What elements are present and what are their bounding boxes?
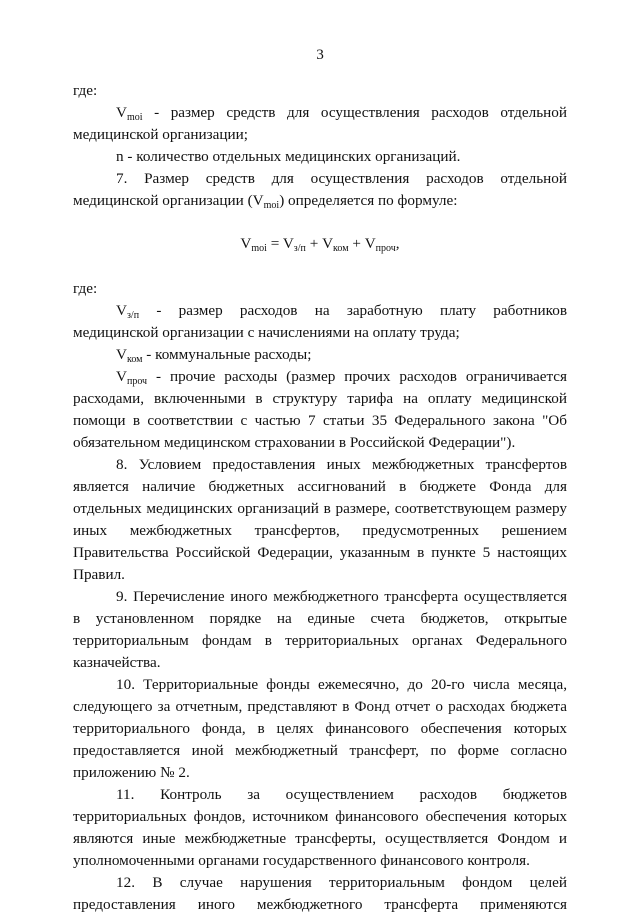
definition-v-proch: $V_{проч}$ - прочие расходы (размер прочих расходов ограничивается [116, 368, 567, 387]
paragraph-8: 8. Условием предоставления иных межбюджетных трансфертов является наличие бюджетных ассигнований в бюджете Фонда для отдельных медицинских организаций в размере, соответствующем размеру иных межбюджетных трансфертов, предусмотренных решением Правительства Российской Федерации, указанным в пункте 5 настоящих Правил. [73, 456, 567, 583]
v-zp-definition-line2: медицинской организации с начислениями на оплату труда; [73, 324, 460, 341]
where-label-2: где: [73, 280, 98, 297]
v-moi-definition-line2: медицинской организации; [73, 126, 249, 143]
paragraph-10: 10. Территориальные фонды ежемесячно, до 20-го числа месяца, следующего за отчетным, представляют в Фонд отчет о расходах бюджета территориального фонда, в целях финансового обеспечения которых предоставляется иной межбюджетный трансферт, по форме согласно приложению № 2. [73, 676, 567, 781]
paragraph-12: 12. В случае нарушения территориальным фондом целей предоставления иного межбюджетного трансферта применяются [73, 874, 567, 913]
page-number: 3 [316, 46, 324, 63]
paragraph-11: 11. Контроль за осуществлением расходов бюджетов территориальных фондов, источником финансового обеспечения которых являются иные межбюджетные трансферты, осуществляется Фондом и уполномоченными органами государственного финансового контроля. [73, 786, 567, 869]
definition-v-kom: $V_{ком}$ - коммунальные расходы; [116, 346, 312, 365]
paragraph-9: 9. Перечисление иного межбюджетного трансферта осуществляется в установленном порядке на единые счета бюджетов, открытые территориальным фондам в территориальных органах Федерального казначейства. [73, 588, 567, 671]
paragraph-7-line2: медицинской организации $(V_{moi})$ определяется по формуле: [73, 192, 458, 211]
v-proch-definition-continued: расходами, включенными в структуру тарифа на оплату медицинской помощи в соответствии с частью 7 статьи 35 Федерального закона "Об обязательном медицинском страховании в Российской Федерации"). [73, 390, 567, 451]
definition-v-moi [73, 102, 567, 124]
v-moi-definition-line1: - размер средств для осуществления расходов отдельной [154, 104, 568, 121]
formula: $V_{moi} = V_{з/п} + V_{ком} + V_{проч}$, [240, 235, 400, 254]
definition-v-zp: $V_{з/п}$ - размер расходов на заработную плату работников [116, 302, 568, 321]
paragraph-7-line1: 7. Размер средств для осуществления расходов отдельной [116, 170, 567, 187]
v-moi-symbol: $V_{moi}$ [116, 104, 143, 123]
document-body [73, 80, 567, 916]
definition-n: n - количество отдельных медицинских организаций. [116, 148, 461, 165]
where-label-1: где: [73, 82, 98, 99]
